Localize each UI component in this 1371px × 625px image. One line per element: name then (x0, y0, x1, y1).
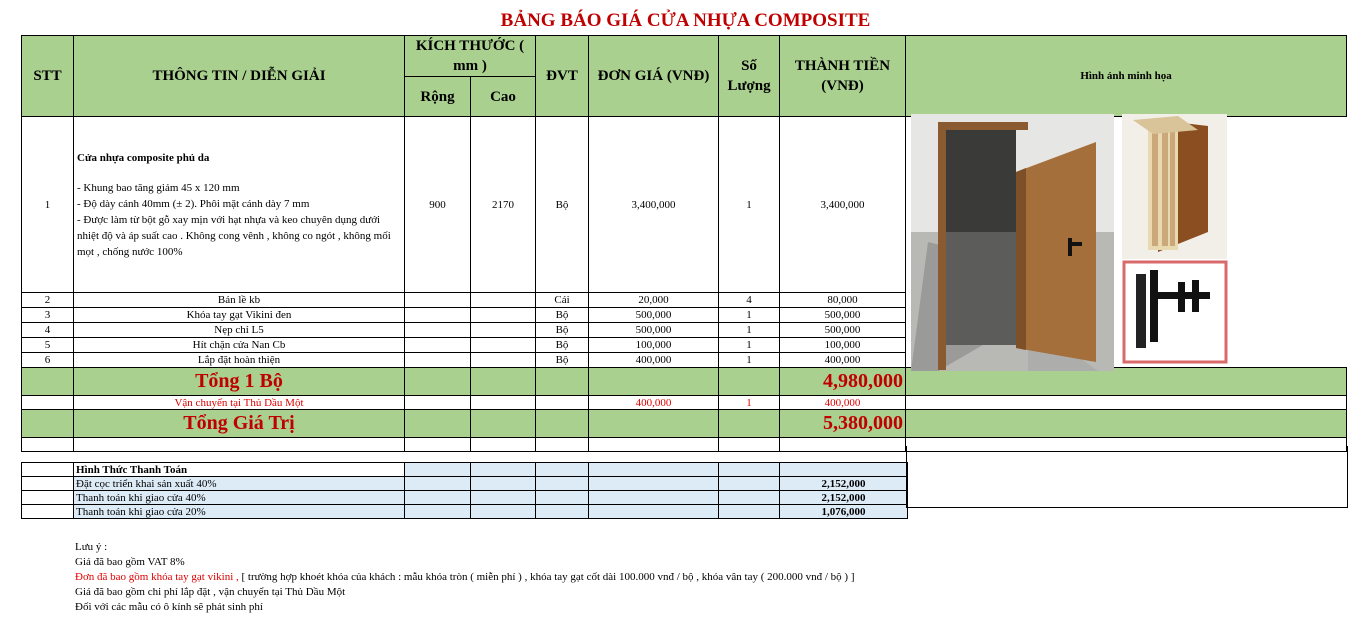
cell-unit: Bộ (536, 323, 589, 338)
notes (75, 540, 855, 615)
item-description (74, 117, 405, 293)
payment-row (22, 505, 908, 519)
payment-row (22, 491, 908, 505)
header-total: THÀNH TIỀN (VNĐ) (780, 36, 906, 117)
cell-stt: 6 (22, 353, 74, 368)
cell-stt: 1 (22, 117, 74, 293)
grand-total-row (22, 410, 1347, 438)
cell-qty: 1 (719, 308, 780, 323)
payment-label: Thanh toán khi giao cửa 20% (74, 505, 405, 519)
header-stt: STT (22, 36, 74, 117)
shipping-qty: 1 (719, 396, 780, 410)
header-info: THÔNG TIN / DIỄN GIẢI (74, 36, 405, 117)
payment-value: 1,076,000 (780, 505, 908, 519)
cell-unit: Cái (536, 293, 589, 308)
header-image: Hình ảnh minh họa (906, 36, 1347, 117)
cell-unit: Bộ (536, 308, 589, 323)
cell-price: 20,000 (589, 293, 719, 308)
cell-name: Lắp đặt hoàn thiện (74, 353, 405, 368)
item-spec: - Độ dày cánh 40mm (± 2). Phôi mặt cánh dày 7 mm (77, 197, 310, 210)
payment-label: Thanh toán khi giao cửa 40% (74, 491, 405, 505)
cell-stt: 3 (22, 308, 74, 323)
cell-qty: 1 (719, 353, 780, 368)
header-unit: ĐVT (536, 36, 589, 117)
payment-table (21, 462, 908, 519)
cell-price: 3,400,000 (589, 117, 719, 293)
cell-stt: 2 (22, 293, 74, 308)
cell-qty: 4 (719, 293, 780, 308)
shipping-price: 400,000 (589, 396, 719, 410)
cell-price: 500,000 (589, 323, 719, 338)
cell-price: 400,000 (589, 353, 719, 368)
notes-heading: Lưu ý : (75, 541, 108, 553)
cell-name: Nẹp chỉ L5 (74, 323, 405, 338)
profile-photo (1122, 114, 1227, 259)
cell-qty: 1 (719, 338, 780, 353)
cell-name: Bản lề kb (74, 293, 405, 308)
payment-value: 2,152,000 (780, 477, 908, 491)
note-line-detail: [ trường hợp khoét khóa của khách : mẫu khóa tròn ( miễn phí ) , khóa tay gạt cốt dài 100.000 vnđ / bộ , khóa vân tay ( 200.000 vnđ / bộ ) ] (238, 571, 855, 583)
cell-price: 100,000 (589, 338, 719, 353)
cell-total: 80,000 (780, 293, 906, 308)
cell-unit: Bộ (536, 338, 589, 353)
cell-unit: Bộ (536, 353, 589, 368)
note-line: Đối với các mẫu có ô kính sẽ phát sinh phí (75, 601, 263, 613)
shipping-row (22, 396, 1347, 410)
cell-total: 400,000 (780, 353, 906, 368)
cell-qty: 1 (719, 117, 780, 293)
cell-unit: Bộ (536, 117, 589, 293)
cell-width: 900 (405, 117, 471, 293)
cell-total: 100,000 (780, 338, 906, 353)
note-line: Giá đã bao gồm VAT 8% (75, 556, 185, 568)
payment-right-box (906, 446, 1348, 508)
item-name: Cửa nhựa composite phủ da (77, 151, 210, 164)
payment-label: Đặt cọc triển khai sản xuất 40% (74, 477, 405, 491)
item-spec: - Được làm từ bột gỗ xay mịn với hạt nhựa và keo chuyên dụng dưới nhiệt độ và áp suất cao . Không cong vênh , không co ngót , không mối mọt , chống nước 100% (77, 213, 391, 258)
door-photo (911, 114, 1114, 371)
cell-height: 2170 (471, 117, 536, 293)
lock-photo (1124, 262, 1226, 362)
header-size: KÍCH THƯỚC ( mm ) (405, 36, 536, 77)
product-images (908, 112, 1228, 372)
subtotal-value: 4,980,000 (780, 368, 906, 396)
cell-price: 500,000 (589, 308, 719, 323)
payment-row (22, 477, 908, 491)
cell-stt: 5 (22, 338, 74, 353)
shipping-label: Vận chuyển tại Thủ Dầu Một (74, 396, 405, 410)
cell-total: 500,000 (780, 308, 906, 323)
note-line-highlight: Đơn đã bao gồm khóa tay gạt vikini , (75, 571, 239, 583)
cell-total: 3,400,000 (780, 117, 906, 293)
cell-name: Hít chặn cửa Nan Cb (74, 338, 405, 353)
header-width: Rộng (405, 77, 471, 117)
header-price: ĐƠN GIÁ (VNĐ) (589, 36, 719, 117)
shipping-total: 400,000 (780, 396, 906, 410)
cell-stt: 4 (22, 323, 74, 338)
product-photos-svg (908, 112, 1228, 372)
payment-value: 2,152,000 (780, 491, 908, 505)
subtotal-label: Tổng 1 Bộ (74, 368, 405, 396)
note-line: Giá đã bao gồm chi phí lắp đặt , vận chuyển tại Thủ Dầu Một (75, 586, 346, 598)
header-qty: Số Lượng (719, 36, 780, 117)
cell-name: Khóa tay gạt Vikini đen (74, 308, 405, 323)
payment-heading: Hình Thức Thanh Toán (74, 463, 405, 477)
note-line (75, 570, 855, 585)
header-height: Cao (471, 77, 536, 117)
page-title: BẢNG BÁO GIÁ CỬA NHỰA COMPOSITE (500, 10, 871, 31)
grand-total-label: Tổng Giá Trị (74, 410, 405, 438)
cell-qty: 1 (719, 323, 780, 338)
cell-total: 500,000 (780, 323, 906, 338)
payment-heading-row (22, 463, 908, 477)
grand-total-value: 5,380,000 (780, 410, 906, 438)
item-spec: - Khung bao tăng giảm 45 x 120 mm (77, 181, 240, 194)
